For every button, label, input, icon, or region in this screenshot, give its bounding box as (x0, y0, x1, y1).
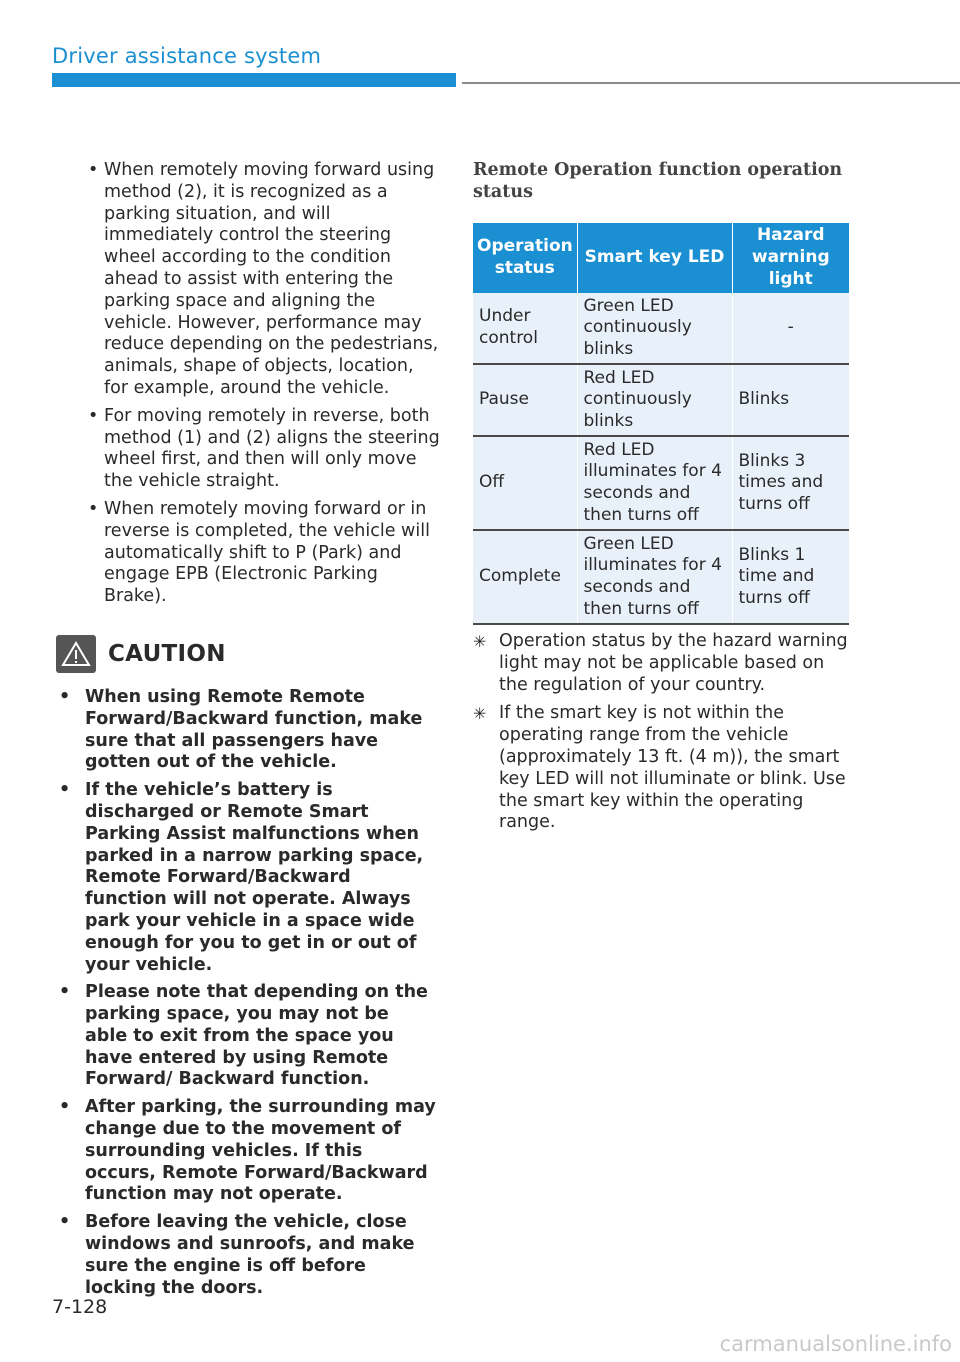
warning-triangle-icon (56, 635, 96, 673)
table-cell: Red LED continuously blinks (577, 364, 732, 436)
caution-label: CAUTION (108, 640, 226, 667)
left-column (84, 160, 440, 1305)
note-item: ✳ Operation status by the hazard warning light may not be applicable based on the regulation of your country. (473, 631, 851, 696)
page-header-title: Driver assistance system (52, 44, 322, 68)
bullet-item: • For moving remotely in reverse, both method (1) and (2) aligns the steering wheel first, and then will only move the vehicle straight. (84, 406, 440, 493)
caution-item: • If the vehicle’s battery is discharged or Remote Smart Parking Assist malfunctions when parked in a narrow parking space, Remote Forward/Backward function will not operate. Always park your vehicle in a space wide enough for you to get in or out of your vehicle. (56, 780, 436, 976)
header-rule-gray (462, 82, 960, 84)
column-header-hazard-warning-light: Hazard warning light (732, 223, 849, 293)
table-cell: Blinks 1 time and turns off (732, 530, 849, 624)
table-row (473, 530, 849, 624)
table-row (473, 293, 849, 364)
caution-item: • When using Remote Remote Forward/Backward function, make sure that all passengers have gotten out of the vehicle. (56, 687, 436, 774)
bullet-item: • When remotely moving forward or in reverse is completed, the vehicle will automatically shift to P (Park) and engage EPB (Electronic Parking Brake). (84, 499, 440, 608)
table-cell: Blinks (732, 364, 849, 436)
table-cell: - (732, 293, 849, 364)
notes-list (473, 631, 851, 834)
table-cell: Red LED illuminates for 4 seconds and then turns off (577, 436, 732, 530)
table-cell: Under control (473, 293, 577, 364)
table-cell: Green LED illuminates for 4 seconds and then turns off (577, 530, 732, 624)
table-cell: Green LED continuously blinks (577, 293, 732, 364)
header-rule-blue (52, 73, 456, 87)
table-cell: Pause (473, 364, 577, 436)
caution-heading (56, 635, 440, 673)
table-cell: Off (473, 436, 577, 530)
table-row (473, 436, 849, 530)
caution-list (56, 687, 436, 1300)
section-title: Remote Operation function operation status (473, 160, 843, 202)
column-header-operation-status: Operation status (473, 223, 577, 293)
caution-item: • After parking, the surrounding may change due to the movement of surrounding vehicles. If this occurs, Remote Forward/Backward function may not operate. (56, 1097, 436, 1206)
caution-item: • Before leaving the vehicle, close windows and sunroofs, and make sure the engine is off before locking the doors. (56, 1212, 436, 1299)
note-item: ✳ If the smart key is not within the operating range from the vehicle (approximately 13 ft. (4 m)), the smart key LED will not illuminate or blink. Use the smart key within the operating range. (473, 703, 851, 834)
page-number: 7-128 (52, 1296, 108, 1318)
table-header-row (473, 223, 849, 293)
column-header-smart-key-led: Smart key LED (577, 223, 732, 293)
watermark-link[interactable]: carmanualsonline.info (719, 1332, 952, 1356)
remote-operation-bullets (84, 160, 440, 608)
table-cell: Complete (473, 530, 577, 624)
table-row (473, 364, 849, 436)
operation-status-table (473, 223, 849, 625)
right-column (473, 160, 851, 841)
bullet-item: • When remotely moving forward using method (2), it is recognized as a parking situation, and will immediately control the steering wheel according to the condition ahead to assist with entering the parking space and aligning the vehicle. However, performance may reduce depending on the pedestrians, animals, shape of objects, location, for example, around the vehicle. (84, 160, 440, 400)
caution-item: • Please note that depending on the parking space, you may not be able to exit from the space you have entered by using Remote Forward/ Backward function. (56, 982, 436, 1091)
table-cell: Blinks 3 times and turns off (732, 436, 849, 530)
